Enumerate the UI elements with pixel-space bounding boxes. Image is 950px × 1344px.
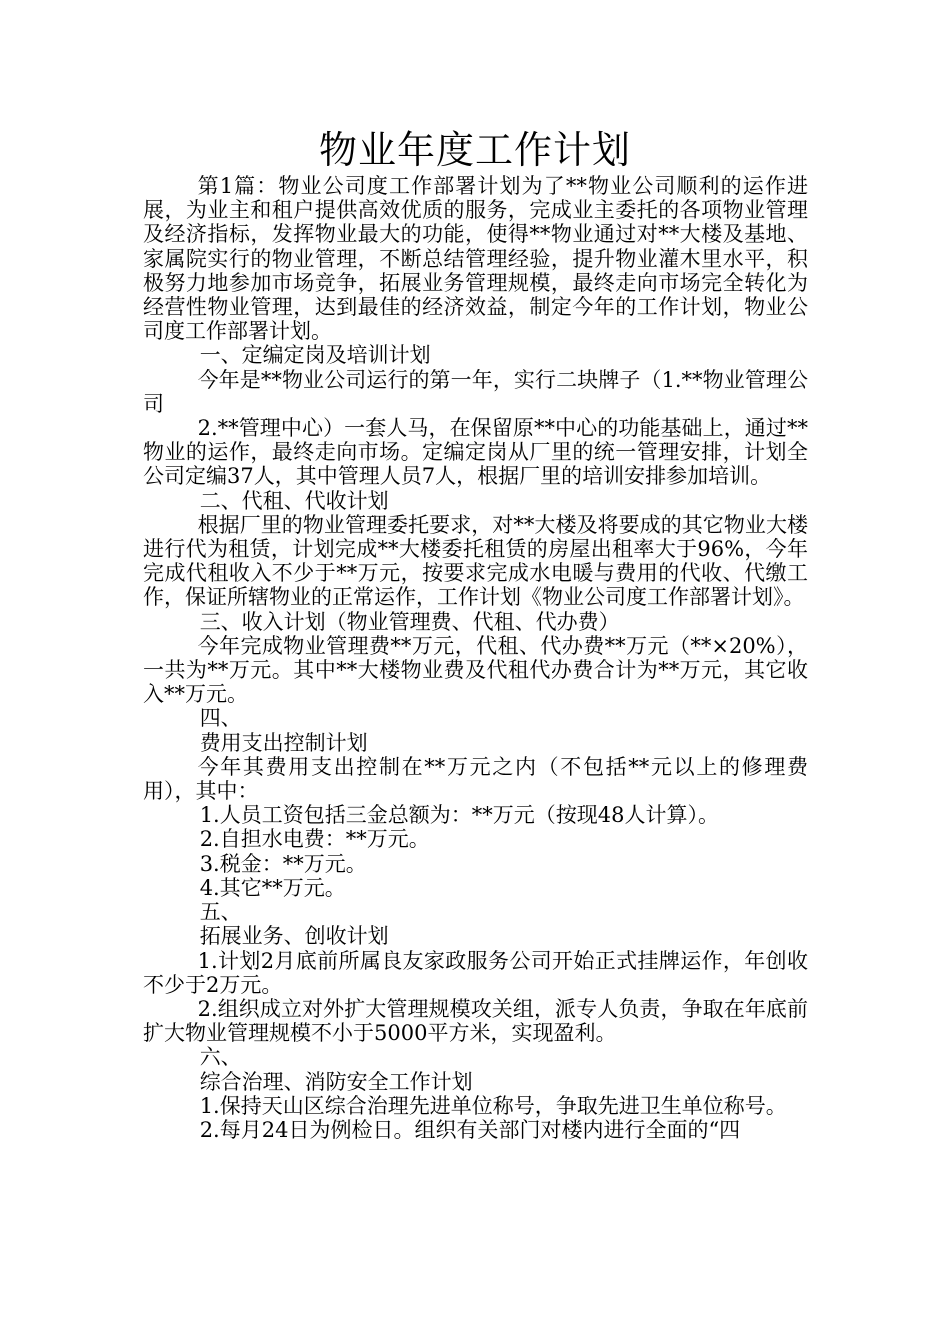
list-item-4-1: 1.人员工资包括三金总额为：**万元（按现48人计算）。 xyxy=(199,803,719,828)
list-item-5-2: 2.组织成立对外扩大管理规模攻关组，派专人负责，争取在年底前扩大物业管理规模不小于5000平方米，实现盈利。 xyxy=(143,996,808,1046)
list-item-6-2: 2.每月24日为例检日。组织有关部门对楼内进行全面的“四 xyxy=(199,1117,741,1142)
section-heading-5: 拓展业务、创收计划 xyxy=(199,924,389,949)
paragraph-3: 今年完成物业管理费**万元，代租、代办费**万元（**×20%），一共为**万元。其中**大楼物业费及代租代办费合计为**万元，其它收入**万元。 xyxy=(143,633,808,707)
section-number-6: 六、 xyxy=(199,1045,242,1070)
paragraph-4: 今年其费用支出控制在**万元之内（不包括**元以上的修理费用），其中： xyxy=(143,754,808,804)
list-item-4-4: 4.其它**万元。 xyxy=(199,875,346,900)
section-heading-1: 一、定编定岗及培训计划 xyxy=(199,343,431,368)
list-item-6-1: 1.保持天山区综合治理先进单位称号，争取先进卫生单位称号。 xyxy=(199,1093,787,1118)
list-item-5-1: 1.计划2月底前所属良友家政服务公司开始正式挂牌运作，年创收不少于2万元。 xyxy=(143,948,808,997)
list-item-4-2: 2.自担水电费：**万元。 xyxy=(199,827,430,852)
paragraph-2: 根据厂里的物业管理委托要求，对**大楼及将要成的其它物业大楼进行代为租赁，计划完成**大楼委托租赁的房屋出租率大于96%，今年完成代租收入不少于**万元，按要求完成水电暖与费用的代收、代缴工作，保证所辖物业的正常运作，工作计划《物业公司度工作部署计划》。 xyxy=(143,512,808,610)
list-item-4-3: 3.税金：**万元。 xyxy=(199,851,367,876)
section-heading-3: 三、收入计划（物业管理费、代租、代办费） xyxy=(199,609,620,634)
section-number-5: 五、 xyxy=(199,900,242,925)
document-title: 物业年度工作计划 xyxy=(318,128,631,172)
paragraph-intro: 第1篇：物业公司度工作部署计划为了**物业公司顺利的运作进展，为业主和租户提供高效优质的服务，完成业主委托的各项物业管理及经济指标，发挥物业最大的功能，使得**物业通过对**大楼及基地、家属院实行的物业管理，不断总结管理经验，提升物业灌木里水平，积极努力地参加市场竞争，拓展业务管理规模，最终走向市场完全转化为经营性物业管理，达到最佳的经济效益，制定今年的工作计划，物业公司度工作部署计划。 xyxy=(143,174,808,344)
section-heading-4: 费用支出控制计划 xyxy=(199,730,368,755)
paragraph-1b: 2.**管理中心）一套人马，在保留原**中心的功能基础上，通过**物业的运作，最终走向市场。定编定岗从厂里的统一管理安排，计划全公司定编37人，其中管理人员7人，根据厂里的培训安排参加培训。 xyxy=(143,416,808,489)
section-heading-2: 二、代租、代收计划 xyxy=(199,488,389,513)
section-heading-6: 综合治理、消防安全工作计划 xyxy=(199,1069,473,1094)
document-body xyxy=(143,174,808,1142)
paragraph-1a: 今年是**物业公司运行的第一年，实行二块牌子（1.**物业管理公司 xyxy=(143,367,808,416)
section-number-4: 四、 xyxy=(199,706,242,731)
